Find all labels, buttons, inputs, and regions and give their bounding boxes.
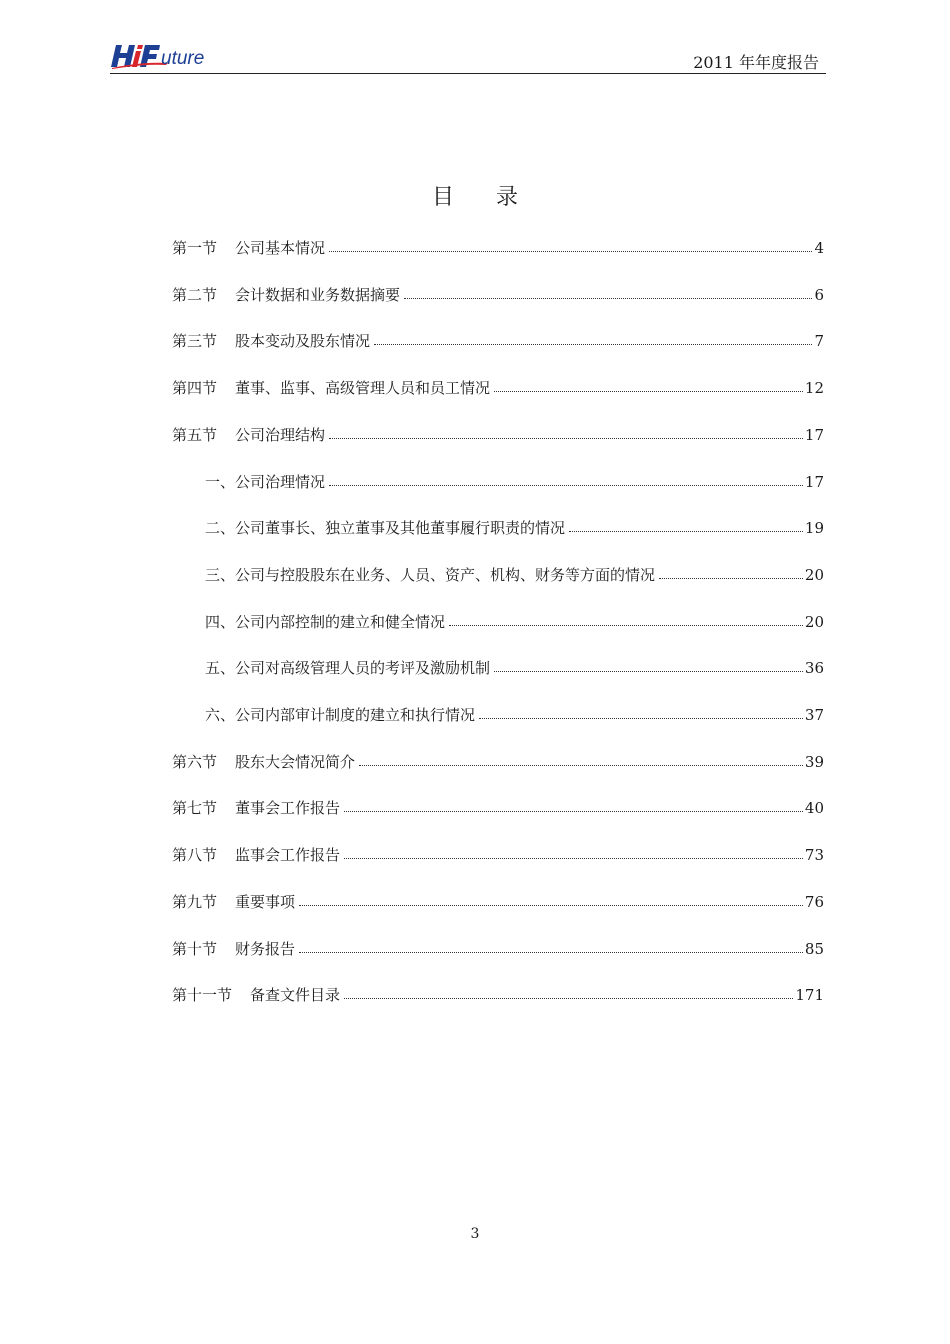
toc-page-number: 85 <box>804 939 824 958</box>
toc-page-number: 39 <box>804 752 824 771</box>
toc-dot-leader <box>344 846 803 859</box>
toc-entry[interactable] <box>172 890 824 914</box>
toc-section-number: 第五节 <box>172 425 218 444</box>
toc-entry-title: 董事、监事、高级管理人员和员工情况 <box>235 379 491 398</box>
toc-entry-title: 重要事项 <box>235 892 296 911</box>
toc-entry[interactable] <box>172 376 824 400</box>
toc-entry-title: 股本变动及股东情况 <box>235 332 371 351</box>
toc-section-number: 第七节 <box>172 799 218 818</box>
toc-dot-leader <box>344 799 803 812</box>
toc-page-number: 171 <box>795 986 824 1005</box>
toc-heading-char-2: 录 <box>496 185 519 210</box>
toc-dot-leader <box>449 613 803 626</box>
toc-entry-title: 股东大会情况简介 <box>235 752 356 771</box>
toc-dot-leader <box>659 566 803 579</box>
toc-entry-title: 会计数据和业务数据摘要 <box>235 285 401 304</box>
toc-section-number: 第一节 <box>172 239 218 257</box>
toc-entry[interactable] <box>172 329 824 353</box>
toc-dot-leader <box>374 332 812 345</box>
toc-page-number: 6 <box>814 285 824 304</box>
toc-entry[interactable] <box>172 843 824 867</box>
page-header <box>110 40 826 74</box>
toc-page-number: 17 <box>804 425 824 444</box>
toc-page-number: 36 <box>804 659 824 678</box>
toc-entry-title: 董事会工作报告 <box>235 799 341 818</box>
toc-heading <box>0 180 950 211</box>
toc-entry-title: 公司治理结构 <box>235 425 326 444</box>
toc-page-number: 20 <box>804 612 824 631</box>
toc-page-number: 7 <box>814 332 824 351</box>
toc-entry[interactable] <box>205 703 824 727</box>
hifuture-logo <box>110 42 220 70</box>
toc-dot-leader <box>329 473 803 486</box>
toc-entry[interactable] <box>205 656 824 680</box>
page-number: 3 <box>470 1226 480 1242</box>
toc-page-number: 17 <box>804 472 824 491</box>
toc-dot-leader <box>494 379 803 392</box>
toc-entry-title: 一、公司治理情况 <box>205 472 326 491</box>
toc-dot-leader <box>299 940 803 953</box>
toc-section-number: 第九节 <box>172 892 218 911</box>
toc-page-number: 20 <box>804 565 824 584</box>
toc-page-number: 4 <box>814 239 824 257</box>
toc-section-number: 第十一节 <box>172 986 233 1005</box>
toc-section-number: 第二节 <box>172 285 218 304</box>
toc-entry[interactable] <box>172 983 824 1007</box>
toc-dot-leader <box>569 519 803 532</box>
toc-dot-leader <box>329 239 812 252</box>
toc-entry[interactable] <box>172 750 824 774</box>
toc-heading-char-1: 目 <box>431 185 454 210</box>
toc-entry-title: 三、公司与控股股东在业务、人员、资产、机构、财务等方面的情况 <box>205 565 656 584</box>
toc-page-number: 19 <box>804 519 824 538</box>
toc-dot-leader <box>359 753 803 766</box>
toc-page-number: 12 <box>804 379 824 398</box>
toc-page-number: 37 <box>804 706 824 724</box>
toc-entry[interactable] <box>205 563 824 587</box>
toc-page-number: 73 <box>804 846 824 865</box>
toc-entry-title: 公司基本情况 <box>235 239 326 257</box>
toc-section-number: 第三节 <box>172 332 218 351</box>
toc-entry[interactable] <box>172 796 824 820</box>
toc-entry[interactable] <box>172 236 824 260</box>
toc-page-number: 40 <box>804 799 824 818</box>
toc-dot-leader <box>299 893 803 906</box>
toc-entry[interactable] <box>172 283 824 307</box>
toc-dot-leader <box>479 706 803 719</box>
toc-section-number: 第六节 <box>172 752 218 771</box>
toc-entry[interactable] <box>172 423 824 447</box>
toc-dot-leader <box>344 986 793 999</box>
toc-entry-title: 监事会工作报告 <box>235 846 341 865</box>
toc-entry[interactable] <box>205 470 824 494</box>
toc-entry[interactable] <box>172 937 824 961</box>
toc-section-number: 第八节 <box>172 846 218 865</box>
toc-section-number: 第四节 <box>172 379 218 398</box>
toc-section-number: 第十节 <box>172 939 218 958</box>
toc-page-number: 76 <box>804 892 824 911</box>
toc-entry-title: 备查文件目录 <box>250 986 341 1005</box>
toc-entry-title: 二、公司董事长、独立董事及其他董事履行职责的情况 <box>205 519 566 538</box>
toc-entry[interactable] <box>205 516 824 540</box>
toc-entry-title: 财务报告 <box>235 939 296 958</box>
toc-entry-title: 五、公司对高级管理人员的考评及激励机制 <box>205 659 491 678</box>
toc-dot-leader <box>494 659 803 672</box>
toc-entry[interactable] <box>205 610 824 634</box>
svg-text:uture: uture <box>161 48 205 69</box>
toc-entry-title: 六、公司内部审计制度的建立和执行情况 <box>205 706 476 724</box>
toc-entry-title: 四、公司内部控制的建立和健全情况 <box>205 612 446 631</box>
toc-dot-leader <box>329 426 803 439</box>
report-title: 2011 年年度报告 <box>693 53 819 72</box>
toc-dot-leader <box>404 286 812 299</box>
